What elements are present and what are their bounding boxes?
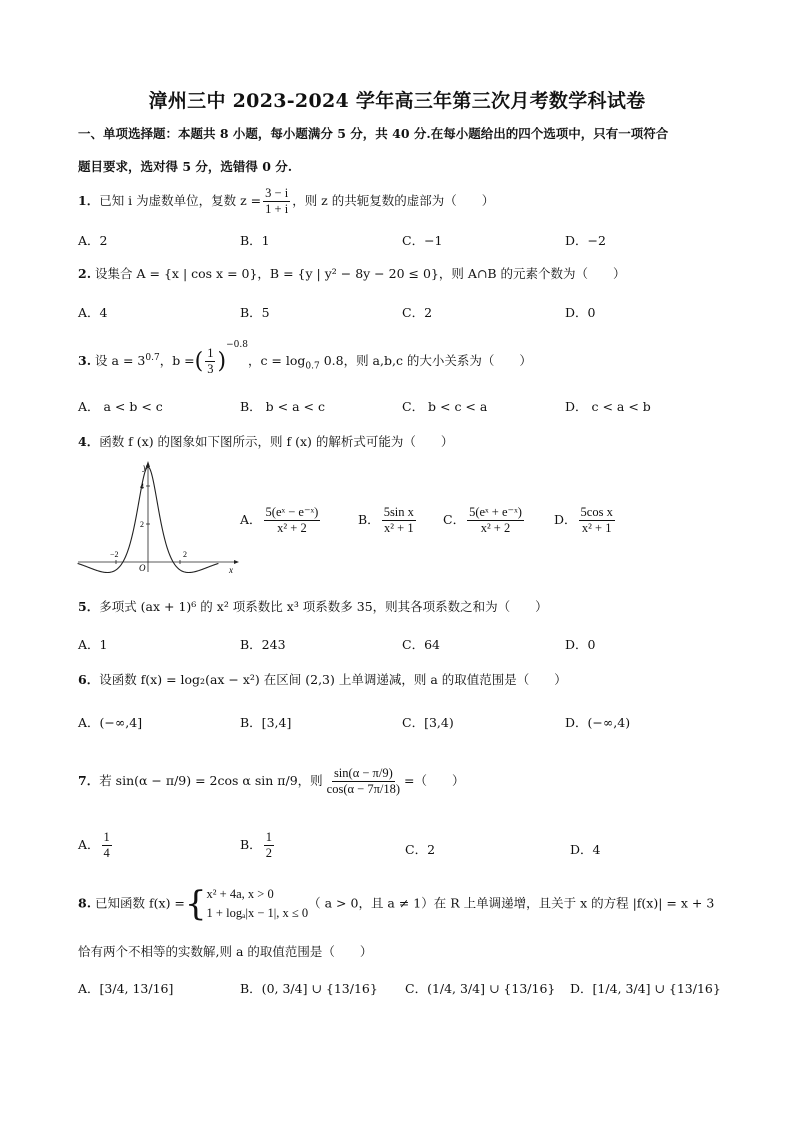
option-label: C． bbox=[405, 842, 428, 857]
question-text: 设函数 f(x) = log₂(ax − x²) 在区间 (2,3) 上单调递减，则 a 的取值范围是（ ） bbox=[99, 672, 567, 687]
fraction bbox=[264, 505, 321, 536]
fraction-denominator: cos(α − 7π/18) bbox=[326, 782, 401, 796]
page-title: 漳州三中 2023-2024 学年高三年第三次月考数学科试卷 bbox=[148, 90, 646, 112]
option-d: D．[1/4, 3/4] ∪ {13/16} bbox=[570, 981, 721, 996]
tick-label-x-2: 2 bbox=[183, 550, 187, 559]
option-a: A．(−∞,4] bbox=[78, 715, 143, 730]
option-label: D． bbox=[554, 512, 577, 527]
option-c: C．64 bbox=[402, 637, 440, 652]
brace-left: { bbox=[184, 884, 207, 924]
option-b: B．(0, 3/4] ∪ {13/16} bbox=[240, 981, 378, 996]
option-d: D．(−∞,4) bbox=[565, 715, 631, 730]
paren-right: ) bbox=[217, 349, 227, 374]
option-c: C． b < c < a bbox=[402, 399, 488, 414]
q4-option-c bbox=[443, 505, 526, 536]
question-text: 若 sin(α − π/9) = 2cos α sin π/9，则 bbox=[99, 773, 323, 788]
fraction-numerator: 1 bbox=[207, 346, 214, 360]
option-label: B． bbox=[240, 837, 262, 852]
q7-option-c bbox=[405, 840, 435, 858]
question-5 bbox=[78, 597, 548, 615]
question-7 bbox=[78, 766, 465, 797]
question-8-line2: 恰有两个不相等的实数解,则 a 的取值范围是（ ） bbox=[78, 944, 373, 959]
option-b: B．243 bbox=[240, 637, 286, 652]
question-text: ，b = bbox=[159, 353, 195, 368]
question-text: 已知函数 f(x) = bbox=[95, 895, 185, 911]
option-a: A．2 bbox=[78, 233, 108, 248]
question-number: 1． bbox=[78, 193, 100, 208]
piecewise-cases bbox=[207, 885, 309, 923]
question-number: 5． bbox=[78, 599, 100, 614]
question-text-tail: （ a > 0，且 a ≠ 1）在 R 上单调递增，且关于 x 的方程 |f(x)| = x + 3 bbox=[308, 895, 715, 911]
case-2: 1 + logₐ|x − 1|, x ≤ 0 bbox=[206, 906, 309, 920]
option-label: B． bbox=[358, 512, 380, 527]
fraction-numerator: 3 − i bbox=[265, 186, 289, 200]
fraction-numerator: 1 bbox=[103, 830, 110, 844]
tick-label-y-2: 2 bbox=[140, 520, 144, 529]
option-value: 4 bbox=[592, 842, 601, 857]
fraction bbox=[205, 346, 215, 377]
question-number: 2. bbox=[78, 266, 92, 281]
fraction-numerator: 1 bbox=[265, 830, 272, 844]
fraction bbox=[102, 830, 112, 861]
tick-label-x-neg2: −2 bbox=[110, 550, 119, 559]
question-text: 设 a = 3 bbox=[95, 353, 146, 368]
fraction-denominator: x² + 1 bbox=[384, 521, 414, 535]
fraction bbox=[264, 830, 274, 861]
option-b: B． b < a < c bbox=[240, 399, 325, 414]
q4-option-d bbox=[554, 505, 617, 536]
question-text: 多项式 (ax + 1)⁶ 的 x² 项系数比 x³ 项系数多 35，则其各项系数之和为（ ） bbox=[99, 599, 548, 614]
x-axis-arrow bbox=[234, 560, 239, 564]
option-label: D． bbox=[570, 842, 593, 857]
option-label: A． bbox=[78, 837, 100, 852]
question-text-tail: 0.8，则 a,b,c 的大小关系为（ ） bbox=[319, 353, 532, 368]
question-4 bbox=[78, 432, 453, 450]
x-axis-label: x bbox=[229, 565, 233, 574]
fraction bbox=[579, 505, 615, 536]
question-6 bbox=[78, 670, 567, 688]
option-a: A． a < b < c bbox=[78, 399, 163, 414]
option-c: C．2 bbox=[402, 305, 433, 320]
exponent: −0.8 bbox=[226, 340, 248, 350]
option-b: B．5 bbox=[240, 305, 270, 320]
question-number: 4． bbox=[78, 434, 100, 449]
q7-option-d bbox=[570, 840, 600, 858]
question-text-tail: =（ ） bbox=[404, 773, 465, 788]
option-value: 2 bbox=[427, 842, 436, 857]
tick-label-y-4: 4 bbox=[140, 482, 144, 491]
question-8 bbox=[78, 884, 714, 924]
case-1: x² + 4a, x > 0 bbox=[206, 887, 274, 901]
fraction-numerator: 5cos x bbox=[580, 505, 613, 519]
section-instructions-line1: 一、单项选择题：本题共 8 小题，每小题满分 5 分，共 40 分.在每小题给出的四个选项中，只有一项符合 bbox=[78, 126, 669, 141]
fraction-denominator: 4 bbox=[103, 846, 110, 860]
fraction-numerator: sin(α − π/9) bbox=[333, 766, 393, 780]
option-label: C． bbox=[443, 512, 466, 527]
option-d: D．0 bbox=[565, 305, 596, 320]
y-axis-label: y bbox=[143, 462, 147, 472]
option-b: B．1 bbox=[240, 233, 270, 248]
exponent: 0.7 bbox=[145, 352, 160, 363]
option-d: D． c < a < b bbox=[565, 399, 651, 414]
fraction bbox=[263, 186, 290, 217]
question-text: 已知 i 为虚数单位，复数 z = bbox=[99, 193, 262, 208]
subscript: 0.7 bbox=[305, 361, 320, 372]
question-number: 6． bbox=[78, 672, 100, 687]
section-instructions-line2: 题目要求，选对得 5 分，选错得 0 分. bbox=[78, 159, 293, 174]
question-2 bbox=[78, 264, 626, 282]
fraction-denominator: x² + 2 bbox=[277, 521, 307, 535]
option-d: D．−2 bbox=[565, 233, 606, 248]
fraction-numerator: 5(eˣ − e⁻ˣ) bbox=[265, 505, 319, 519]
fraction-numerator: 5(eˣ + e⁻ˣ) bbox=[469, 505, 522, 519]
question-number: 3. bbox=[78, 353, 92, 368]
origin-label: O bbox=[139, 563, 146, 573]
fraction-denominator: 1 + i bbox=[265, 202, 289, 216]
q4-option-a bbox=[240, 505, 322, 536]
fraction bbox=[382, 505, 416, 536]
fraction bbox=[325, 766, 402, 797]
option-a: A．1 bbox=[78, 637, 108, 652]
option-b: B．[3,4] bbox=[240, 715, 292, 730]
q7-option-a bbox=[78, 830, 114, 861]
question-text-tail: ，则 z 的共轭复数的虚部为（ ） bbox=[292, 193, 495, 208]
question-number: 8. bbox=[78, 895, 92, 911]
fraction-denominator: 3 bbox=[207, 362, 214, 376]
option-c: C．(1/4, 3/4] ∪ {13/16} bbox=[405, 981, 556, 996]
paren-left: ( bbox=[194, 349, 204, 374]
q7-option-b bbox=[240, 830, 276, 861]
question-text: ，c = log bbox=[247, 353, 306, 368]
fraction-denominator: 2 bbox=[265, 846, 272, 860]
fraction bbox=[467, 505, 524, 536]
fraction-denominator: x² + 2 bbox=[480, 521, 511, 535]
question-1 bbox=[78, 186, 494, 217]
function-graph bbox=[74, 458, 240, 574]
question-3 bbox=[78, 340, 532, 377]
option-label: A． bbox=[240, 512, 262, 527]
q4-option-b bbox=[358, 505, 418, 536]
option-c: C．[3,4) bbox=[402, 715, 454, 730]
option-c: C．−1 bbox=[402, 233, 443, 248]
question-number: 7． bbox=[78, 773, 100, 788]
option-a: A．4 bbox=[78, 305, 108, 320]
option-d: D．0 bbox=[565, 637, 596, 652]
fraction-denominator: x² + 1 bbox=[581, 521, 612, 535]
option-a: A．[3/4, 13/16] bbox=[78, 981, 174, 996]
question-text: 设集合 A = {x | cos x = 0}，B = {y | y² − 8y − 20 ≤ 0}，则 A∩B 的元素个数为（ ） bbox=[95, 266, 626, 281]
question-text: 函数 f (x) 的图象如下图所示，则 f (x) 的解析式可能为（ ） bbox=[99, 434, 454, 449]
fraction-numerator: 5sin x bbox=[383, 505, 414, 519]
